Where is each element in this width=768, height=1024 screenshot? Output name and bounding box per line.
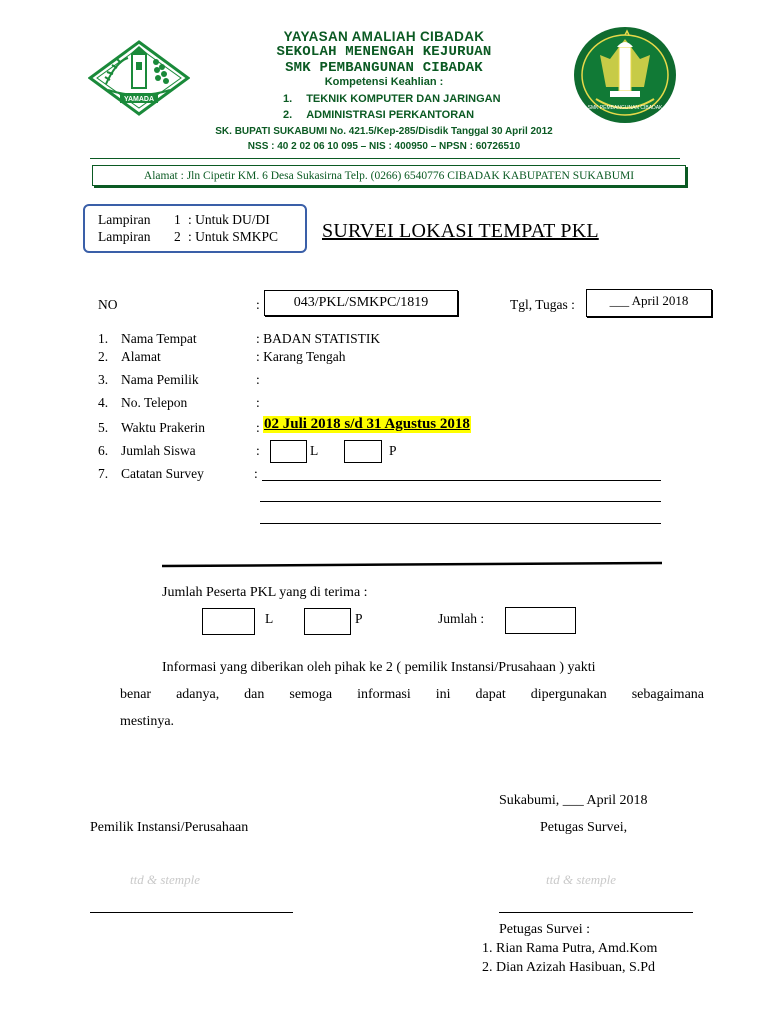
foundation-name: YAYASAN AMALIAH CIBADAK [283,29,485,44]
surveyor-name: 2. Dian Azizah Hasibuan, S.Pd [482,960,656,975]
field-num: 7. [98,466,109,481]
sign-stamp-hint: ttd & stemple [546,872,617,887]
address-box [92,165,686,186]
student-count-male-box[interactable] [270,440,307,463]
field-label: No. Telepon [121,395,188,410]
field-label: Alamat [121,349,161,364]
field-value[interactable]: : [256,395,260,410]
field-num: 6. [98,443,109,458]
field-label: Catatan Survey [121,466,204,481]
statement-line: benar adanya, dan semoga informasi ini dapat dipergunakan sebagaimana [120,687,704,702]
number-colon: : [256,297,260,312]
accepted-male-box[interactable] [202,608,255,635]
attachment-line: Lampiran 1 : Untuk DU/DI [98,212,270,227]
assignment-date-value: ___ April 2018 [609,293,689,308]
field-value[interactable]: : [256,372,260,387]
field-colon: : [254,466,258,481]
survey-note-line[interactable] [262,480,661,481]
surveyors-heading: Petugas Survei : [499,922,590,937]
surveyor-signature-label: Petugas Survei, [540,820,628,835]
accepted-heading: Jumlah Peserta PKL yang di terima : [162,585,368,600]
survey-note-line[interactable] [260,523,661,524]
assignment-date-field[interactable] [586,289,712,317]
field-num: 2. [98,349,109,364]
student-count-female-box[interactable] [344,440,382,463]
header-divider [90,158,680,159]
school-ids: NSS : 40 2 02 06 10 095 – NIS : 400950 – NPSN : 60726510 [247,141,521,152]
assignment-date-label: Tgl, Tugas : [510,297,575,312]
field-num: 5. [98,420,109,435]
female-label: P [389,443,397,458]
school-type: SEKOLAH MENENGAH KEJURUAN [276,44,492,60]
accepted-female-label: P [355,611,363,626]
survey-note-line[interactable] [260,501,661,502]
field-num: 1. [98,331,109,346]
male-label: L [310,443,319,458]
place-date: Sukabumi, ___ April 2018 [499,793,648,808]
owner-signature-line[interactable] [90,912,293,913]
field-label: Nama Pemilik [121,372,199,387]
field-value[interactable]: : Karang Tengah [256,349,346,364]
competency-heading: Kompetensi Keahlian : [324,76,444,88]
number-value: 043/PKL/SMKPC/1819 [293,295,429,310]
field-colon: : [256,443,260,458]
field-label: Waktu Prakerin [121,420,206,435]
foundation-logo-text: YAMADA [123,96,155,103]
school-logo-text: SMK PEMBANGUNAN CIBADAK [587,105,663,111]
internship-period[interactable]: 02 Juli 2018 s/d 31 Agustus 2018 [264,416,470,432]
competency-item: 2. ADMINISTRASI PERKANTORAN [283,109,475,121]
accepted-total-label: Jumlah : [438,611,485,626]
attachment-line: Lampiran 2 : Untuk SMKPC [98,229,279,244]
field-num: 4. [98,395,109,410]
statement-line: mestinya. [120,714,175,729]
sign-stamp-hint: ttd & stemple [130,872,201,887]
number-field[interactable] [264,290,458,316]
school-address: Alamat : Jln Cipetir KM. 6 Desa Sukasirna Telp. (0266) 6540776 CIBADAK KABUPATEN SUKABUMI [143,170,635,182]
accepted-male-label: L [265,611,274,626]
accepted-total-box[interactable] [505,607,576,634]
field-label: Jumlah Siswa [121,443,196,458]
accepted-female-box[interactable] [304,608,351,635]
field-colon: : [256,420,260,435]
section-divider [160,556,665,570]
number-label: NO [98,297,118,312]
field-label: Nama Tempat [121,331,197,346]
decree-line: SK. BUPATI SUKABUMI No. 421.5/Kep-285/Disdik Tanggal 30 April 2012 [215,126,553,137]
competency-item: 1. TEKNIK KOMPUTER DAN JARINGAN [283,93,501,105]
surveyor-signature-line[interactable] [499,912,693,913]
school-name: SMK PEMBANGUNAN CIBADAK [285,60,483,76]
surveyor-name: 1. Rian Rama Putra, Amd.Kom [482,941,658,956]
field-num: 3. [98,372,109,387]
owner-signature-label: Pemilik Instansi/Perusahaan [90,820,249,835]
statement-line: Informasi yang diberikan oleh pihak ke 2 ( pemilik Instansi/Prusahaan ) yakti [162,660,596,675]
document-title: SURVEI LOKASI TEMPAT PKL [322,220,599,242]
field-value[interactable]: : BADAN STATISTIK [256,331,381,346]
